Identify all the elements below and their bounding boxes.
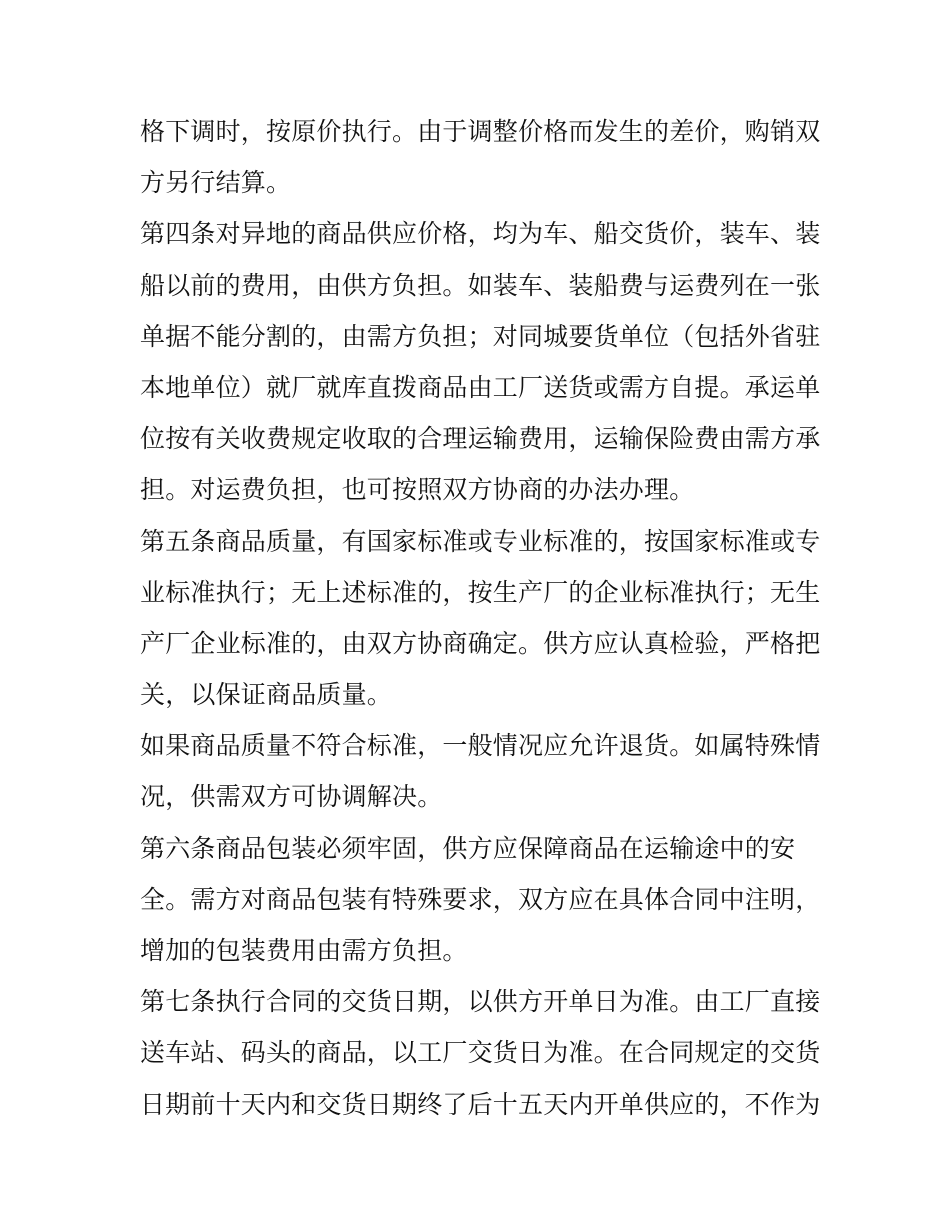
text-line: 全。需方对商品包装有特殊要求，双方应在具体合同中注明， [140, 884, 821, 914]
text-line: 况，供需双方可协调解决。 [140, 782, 443, 812]
text-line: 担。对运费负担，也可按照双方协商的办法办理。 [140, 475, 695, 505]
text-line: 第四条对异地的商品供应价格，均为车、船交货价，装车、装 [140, 219, 821, 249]
text-line: 业标准执行；无上述标准的，按生产厂的企业标准执行；无生 [140, 577, 821, 607]
text-line: 船以前的费用，由供方负担。如装车、装船费与运费列在一张 [140, 270, 821, 300]
text-line: 产厂企业标准的，由双方协商确定。供方应认真检验，严格把 [140, 628, 821, 658]
text-line: 本地单位）就厂就库直拨商品由工厂送货或需方自提。承运单 [140, 372, 821, 402]
text-line: 如果商品质量不符合标准，一般情况应允许退货。如属特殊情 [140, 731, 821, 761]
text-line: 单据不能分割的，由需方负担；对同城要货单位（包括外省驻 [140, 321, 821, 351]
text-line: 位按有关收费规定收取的合理运输费用，运输保险费由需方承 [140, 424, 821, 454]
text-line: 关，以保证商品质量。 [140, 680, 393, 710]
text-line: 增加的包装费用由需方负担。 [140, 936, 468, 965]
document-body [140, 106, 820, 1130]
text-line: 格下调时，按原价执行。由于调整价格而发生的差价，购销双 [140, 117, 821, 146]
text-line: 方另行结算。 [140, 168, 292, 198]
text-line: 第六条商品包装必须牢固，供方应保障商品在运输途中的安 [140, 833, 796, 863]
text-line: 送车站、码头的商品，以工厂交货日为准。在合同规定的交货 [140, 1038, 821, 1068]
text-line: 第五条商品质量，有国家标准或专业标准的，按国家标准或专 [140, 526, 821, 556]
text-line: 日期前十天内和交货日期终了后十五天内开单供应的，不作为 [140, 1089, 821, 1119]
text-line: 第七条执行合同的交货日期，以供方开单日为准。由工厂直接 [140, 987, 821, 1017]
